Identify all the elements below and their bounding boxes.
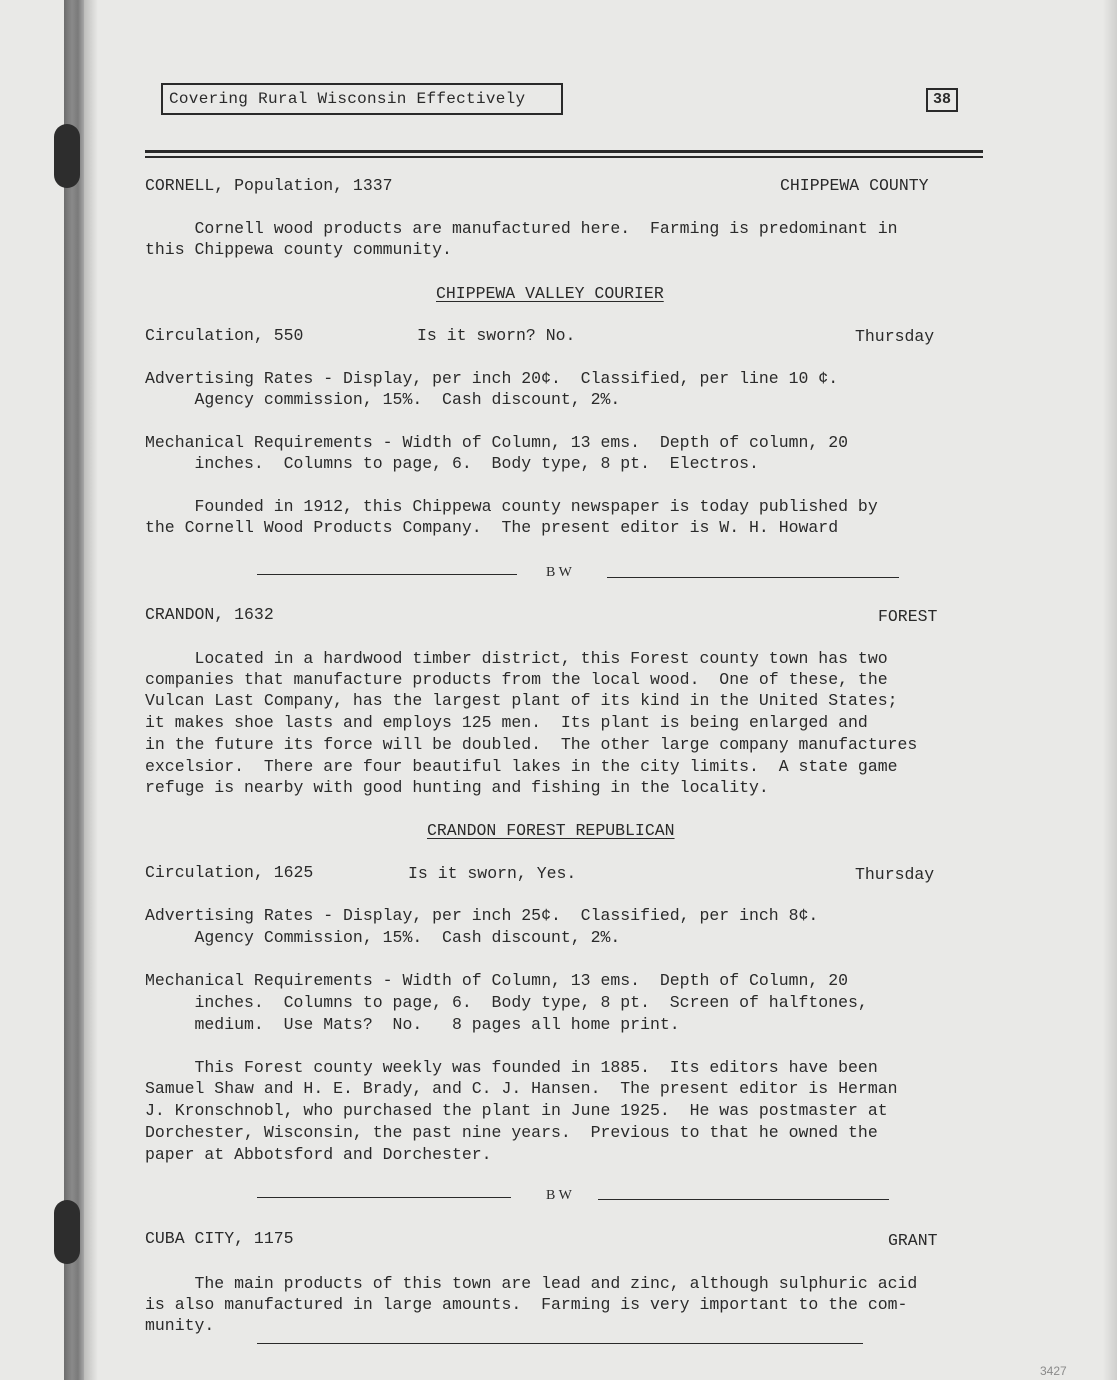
publication-day-text: Thursday: [855, 865, 935, 884]
town-description-line: this Chippewa county community.: [145, 240, 452, 259]
newspaper-history-line: This Forest county weekly was founded in 1885. Its editors have been: [145, 1058, 878, 1077]
county-label-crandon: FOREST: [878, 607, 938, 626]
town-description-line: in the future its force will be doubled. The other large company manufactures: [145, 735, 918, 754]
newspaper-history-line: paper at Abbotsford and Dorchester.: [145, 1145, 492, 1164]
town-description-line: it makes shoe lasts and employs 125 men. Its plant is being enlarged and: [145, 713, 868, 732]
mechanical-requirements-line: Mechanical Requirements - Width of Column, 13 ems. Depth of column, 20: [145, 433, 849, 452]
section-end-rule: [257, 1343, 863, 1344]
town-description-line: refuge is nearby with good hunting and fishing in the locality.: [145, 778, 769, 797]
newspaper-history-line: Dorchester, Wisconsin, the past nine years. Previous to that he owned the: [145, 1123, 878, 1142]
advertising-rates-line: Advertising Rates - Display, per inch 25¢. Classified, per inch 8¢.: [145, 906, 819, 925]
sworn-status-text: Is it sworn? No.: [417, 326, 576, 345]
binder-shadow: [84, 0, 98, 1380]
publication-day-text: Thursday: [855, 327, 935, 346]
separator-rule-right: [607, 577, 899, 578]
advertising-rates-line: Advertising Rates - Display, per inch 20¢. Classified, per line 10 ¢.: [145, 369, 839, 388]
town-description-line: The main products of this town are lead and zinc, although sulphuric acid: [145, 1274, 918, 1293]
newspaper-history-line: J. Kronschnobl, who purchased the plant in June 1925. He was postmaster at: [145, 1101, 888, 1120]
town-description-line: Vulcan Last Company, has the largest plant of its kind in the United States;: [145, 691, 898, 710]
town-description-line: excelsior. There are four beautiful lakes in the city limits. A state game: [145, 757, 898, 776]
page-header-title: Covering Rural Wisconsin Effectively: [161, 83, 563, 115]
county-label-cuba-city: GRANT: [888, 1231, 938, 1250]
mechanical-requirements-line: medium. Use Mats? No. 8 pages all home print.: [145, 1015, 680, 1034]
header-rule-thin: [145, 156, 983, 158]
newspaper-title-chippewa-valley-courier: CHIPPEWA VALLEY COURIER: [436, 284, 664, 303]
separator-rule-left: [257, 1197, 511, 1198]
town-description-line: companies that manufacture products from the local wood. One of these, the: [145, 670, 888, 689]
circulation-text: Circulation, 550: [145, 326, 304, 345]
town-description-line: is also manufactured in large amounts. Farming is very important to the com-: [145, 1295, 908, 1314]
header-rule-thick: [145, 150, 983, 153]
sworn-status-text: Is it sworn, Yes.: [408, 864, 577, 883]
advertising-rates-line: Agency commission, 15%. Cash discount, 2%.: [145, 390, 621, 409]
binder-ring-top: [54, 124, 80, 188]
newspaper-history-line: the Cornell Wood Products Company. The present editor is W. H. Howard: [145, 518, 839, 537]
advertising-rates-line: Agency Commission, 15%. Cash discount, 2%.: [145, 928, 621, 947]
newspaper-history-line: Founded in 1912, this Chippewa county newspaper is today published by: [145, 497, 878, 516]
mechanical-requirements-line: inches. Columns to page, 6. Body type, 8 pt. Screen of halftones,: [145, 993, 868, 1012]
mechanical-requirements-line: inches. Columns to page, 6. Body type, 8 pt. Electros.: [145, 454, 759, 473]
binder-strip: [64, 0, 84, 1380]
newspaper-title-crandon-forest-republican: CRANDON FOREST REPUBLICAN: [427, 821, 675, 840]
separator-label: B W: [546, 1188, 572, 1203]
circulation-text: Circulation, 1625: [145, 863, 314, 882]
town-heading-crandon: CRANDON, 1632: [145, 605, 274, 624]
page-number: 38: [926, 88, 958, 112]
town-description-line: munity.: [145, 1316, 215, 1335]
county-label-cornell: CHIPPEWA COUNTY: [780, 176, 929, 195]
mechanical-requirements-line: Mechanical Requirements - Width of Column, 13 ems. Depth of Column, 20: [145, 971, 849, 990]
binder-ring-bottom: [54, 1200, 80, 1264]
town-heading-cuba-city: CUBA CITY, 1175: [145, 1229, 294, 1248]
town-heading-cornell: CORNELL, Population, 1337: [145, 176, 393, 195]
separator-rule-right: [598, 1199, 889, 1200]
separator-rule-left: [257, 574, 517, 575]
separator-label: B W: [546, 565, 572, 580]
newspaper-history-line: Samuel Shaw and H. E. Brady, and C. J. Hansen. The present editor is Herman: [145, 1079, 898, 1098]
corner-pencil-note: 3427: [1040, 1364, 1067, 1378]
town-description-line: Located in a hardwood timber district, this Forest county town has two: [145, 649, 888, 668]
town-description-line: Cornell wood products are manufactured here. Farming is predominant in: [145, 219, 898, 238]
page-edge-shadow: [1103, 0, 1117, 1380]
